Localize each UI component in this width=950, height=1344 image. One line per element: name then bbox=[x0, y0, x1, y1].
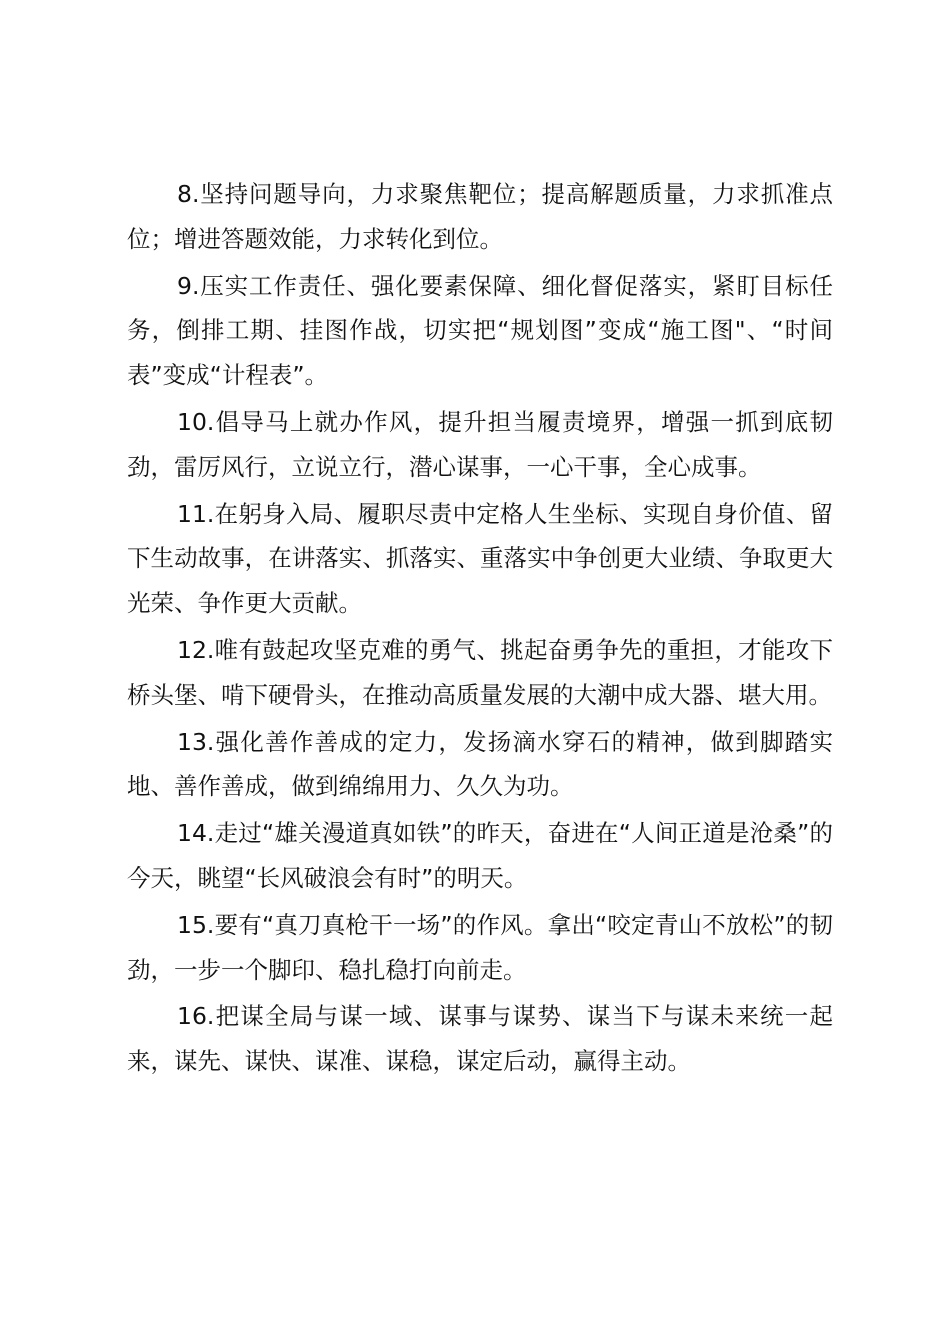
paragraph-8: 8.坚持问题导向，力求聚焦靶位；提高解题质量，力求抓准点位；增进答题效能，力求转化到位。 bbox=[127, 180, 833, 253]
paragraph-14: 14.走过“雄关漫道真如铁”的昨天，奋进在“人间正道是沧桑”的今天，眺望“长风破浪会有时”的明天。 bbox=[127, 819, 833, 892]
document-body bbox=[127, 172, 833, 1086]
paragraph-9: 9.压实工作责任、强化要素保障、细化督促落实，紧盯目标任务，倒排工期、挂图作战，切实把“规划图”变成“施工图"、“时间表”变成“计程表”。 bbox=[127, 271, 833, 390]
paragraph-12: 12.唯有鼓起攻坚克难的勇气、挑起奋勇争先的重担，才能攻下桥头堡、啃下硬骨头，在推动高质量发展的大潮中成大器、堪大用。 bbox=[127, 635, 833, 709]
paragraph-15: 15.要有“真刀真枪干一场”的作风。拿出“咬定青山不放松”的韧劲，一步一个脚印、稳扎稳打向前走。 bbox=[127, 910, 833, 984]
paragraph-10: 10.倡导马上就办作风，提升担当履责境界，增强一抓到底韧劲，雷厉风行，立说立行，潜心谋事，一心干事，全心成事。 bbox=[127, 407, 833, 481]
paragraph-11: 11.在躬身入局、履职尽责中定格人生坐标、实现自身价值、留下生动故事，在讲落实、抓落实、重落实中争创更大业绩、争取更大光荣、争作更大贡献。 bbox=[127, 499, 833, 618]
paragraph-16: 16.把谋全局与谋一域、谋事与谋势、谋当下与谋未来统一起来，谋先、谋快、谋准、谋稳，谋定后动，赢得主动。 bbox=[127, 1002, 833, 1076]
paragraph-13: 13.强化善作善成的定力，发扬滴水穿石的精神，做到脚踏实地、善作善成，做到绵绵用力、久久为功。 bbox=[127, 727, 833, 801]
